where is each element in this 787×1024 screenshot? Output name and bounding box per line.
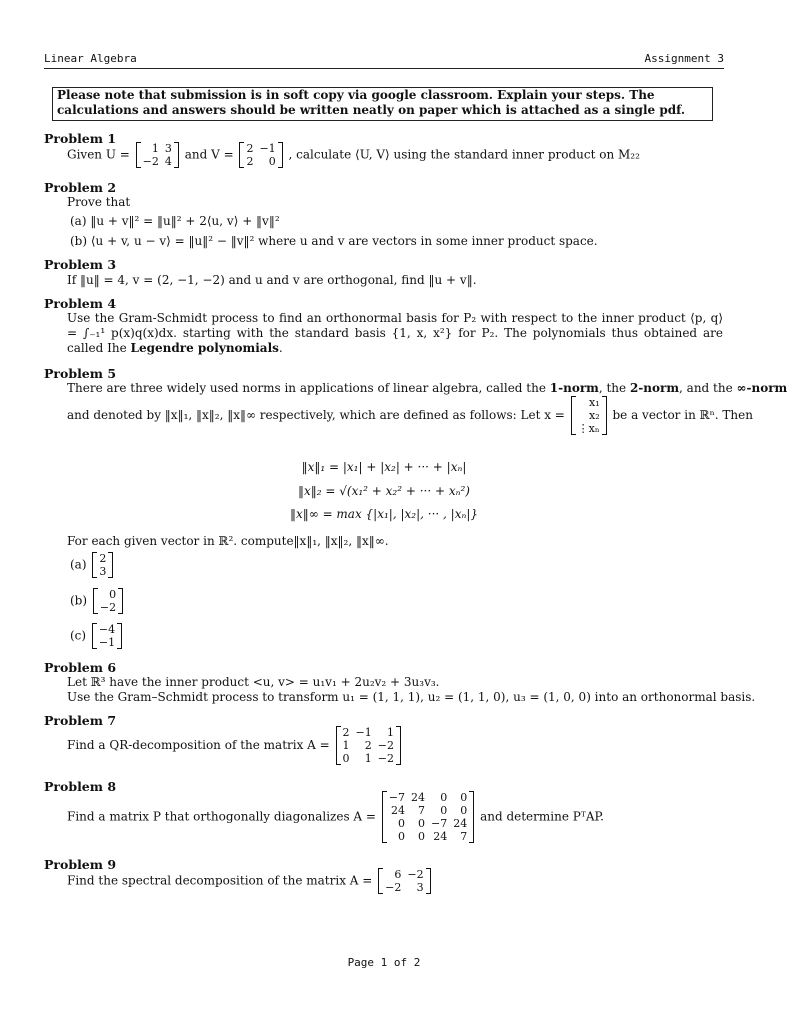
problem-1-text [67,142,640,168]
matrix-cell: 24 [391,804,406,817]
course-name: Linear Algebra [44,52,137,65]
problem-3-text: If ‖u‖ = 4, v = (2, −1, −2) and u and v are orthogonal, find ‖u + v‖. [67,273,477,287]
vector-b [93,588,123,614]
matrix-a-p9-table [382,868,426,894]
matrix-u-table [140,142,175,168]
matrix-cell: −2 [377,752,394,765]
matrix-cell: −2 [99,601,117,614]
matrix-row [97,588,119,601]
p5-n3: ∞-norm [736,381,787,395]
matrix-cell: 3 [416,881,424,894]
p8-text: Find a matrix P that orthogonally diagonalizes A = [67,809,376,824]
problem-8-text [67,791,604,843]
matrix-a-p9 [378,868,430,894]
matrix-row [96,623,118,636]
matrix-cell: 0 [418,817,426,830]
matrix-cell: 24 [411,791,426,804]
p7-text: Find a QR-decomposition of the matrix A = [67,738,330,752]
p8-tail: and determine PᵀAP. [480,809,604,824]
page-header [44,52,724,69]
matrix-row [243,142,278,155]
matrix-cell: 0 [398,817,406,830]
problem-5-part-c [70,623,124,649]
p5-a-label: (a) [70,557,87,572]
matrix-u [136,142,179,168]
matrix-row [575,422,603,435]
submission-notice: Please note that submission is in soft copy via google classroom. Explain your steps. The calculations and answers should be written neatly on paper which is attached as a single pdf. [52,87,713,121]
matrix-cell: ⋮xₙ [577,422,600,435]
problem-6-line-2: Use the Gram–Schmidt process to transform u₁ = (1, 1, 1), u₂ = (1, 1, 0), u₃ = (1, 0, 0) into an orthonormal basis. [67,690,756,704]
matrix-row [96,636,118,649]
p4-end: . [278,341,283,355]
matrix-cell: 0 [440,804,448,817]
matrix-row [340,726,397,739]
matrix-a-p7 [336,726,401,765]
matrix-cell: −7 [431,817,448,830]
matrix-row [575,409,603,422]
matrix-cell: 2 [246,142,254,155]
p5-l2b: be a vector in ℝⁿ. Then [612,408,753,422]
matrix-cell: 0 [268,155,276,168]
p5-c1: , the [598,381,630,395]
matrix-cell: −1 [259,142,276,155]
matrix-cell: 24 [433,830,448,843]
problem-9-title: Problem 9 [44,857,117,872]
problem-5-part-a [70,552,115,578]
matrix-cell: 2 [364,739,372,752]
matrix-v [239,142,282,168]
problem-2-part-a: (a) ‖u + v‖² = ‖u‖² + 2⟨u, v⟩ + ‖v‖² [70,214,280,228]
matrix-cell: 2 [99,552,107,565]
problem-9-text [67,868,433,894]
matrix-row [140,142,175,155]
matrix-cell: 6 [394,868,402,881]
matrix-cell: x₁ [589,396,600,409]
equation-1-norm: ‖x‖₁ = |x₁| + |x₂| + ··· + |xₙ| [301,460,467,474]
matrix-a-p8-table [386,791,470,843]
vector-a [92,552,113,578]
matrix-cell: −1 [98,636,116,649]
assignment-label: Assignment 3 [644,52,724,65]
page-number: Page 1 of 2 [347,956,421,969]
matrix-cell: 0 [398,830,406,843]
matrix-cell: 0 [342,752,350,765]
problem-2-intro: Prove that [67,195,131,209]
problem-4-title: Problem 4 [44,296,117,311]
p5-n1: 1-norm [549,381,599,395]
p9-text: Find the spectral decomposition of the matrix A = [67,873,373,888]
matrix-row [97,601,119,614]
matrix-row [140,155,175,168]
equation-2-norm: ‖x‖₂ = √(x₁² + x₂² + ··· + xₙ²) [298,484,470,498]
matrix-cell: x₂ [589,409,600,422]
p1-given: Given U = [67,147,130,162]
problem-2-part-b: (b) ⟨u + v, u − v⟩ = ‖u‖² − ‖v‖² where u and v are vectors in some inner product space. [70,234,598,248]
matrix-cell: 0 [418,830,426,843]
matrix-cell: 4 [164,155,172,168]
problem-5-line-2 [67,396,753,435]
problem-5-line-3: For each given vector in ℝ². compute‖x‖₁, ‖x‖₂, ‖x‖∞. [67,534,389,548]
problem-2-title: Problem 2 [44,180,117,195]
p4-legendre: Legendre polynomials [130,341,279,355]
matrix-row [386,791,470,804]
matrix-row [386,804,470,817]
matrix-row [386,817,470,830]
matrix-cell: 1 [151,142,159,155]
p5-n2: 2-norm [629,381,680,395]
matrix-cell: 24 [453,817,468,830]
matrix-cell: 3 [99,565,107,578]
problem-4-text [67,311,723,356]
matrix-cell: 1 [342,739,350,752]
vector-c-table [96,623,118,649]
matrix-cell: 7 [418,804,426,817]
matrix-row [96,565,109,578]
matrix-cell: 0 [460,804,468,817]
matrix-cell: 7 [460,830,468,843]
vector-x-table [575,396,603,435]
matrix-a-p8 [382,791,474,843]
equation-inf-norm: ‖x‖∞ = max {|x₁|, |x₂|, ··· , |xₙ|} [289,507,479,521]
matrix-a-p7-table [340,726,397,765]
p1-tail: , calculate ⟨U, V⟩ using the standard inner product on M₂₂ [288,147,640,162]
vector-x [571,396,607,435]
matrix-cell: −7 [388,791,406,804]
p5-c-label: (c) [70,628,87,643]
matrix-cell: 0 [440,791,448,804]
matrix-cell: 2 [246,155,254,168]
problem-5-part-b [70,588,125,614]
matrix-row [340,739,397,752]
matrix-row [340,752,397,765]
matrix-row [575,396,603,409]
problem-5-title: Problem 5 [44,366,117,381]
matrix-cell: −2 [407,868,424,881]
matrix-row [382,881,426,894]
problem-6-title: Problem 6 [44,660,117,675]
vector-b-table [97,588,119,614]
p5-l1a: There are three widely used norms in applications of linear algebra, called the [67,381,550,395]
p4-body: Use the Gram-Schmidt process to find an orthonormal basis for P₂ with respect to the inner product ⟨p, q⟩ = ∫₋₁¹ p(x)q(x)dx. starting with the standard basis {1, x, x²} for P₂. The polynomials thus obtained are called Ihe [67,311,723,355]
matrix-cell: −1 [355,726,372,739]
problem-5-line-1 [67,381,787,395]
matrix-cell: −2 [385,881,402,894]
problem-6-line-1: Let ℝ³ have the inner product <u, v> = u₁v₁ + 2u₂v₂ + 3u₃v₃. [67,675,440,689]
problem-8-title: Problem 8 [44,779,117,794]
matrix-v-table [243,142,278,168]
p1-and: and V = [184,147,234,162]
matrix-row [382,868,426,881]
matrix-cell: 2 [342,726,350,739]
matrix-cell: −2 [142,155,159,168]
matrix-cell: 1 [386,726,394,739]
matrix-cell: 1 [364,752,372,765]
matrix-row [243,155,278,168]
matrix-cell: 0 [109,588,117,601]
matrix-cell: −4 [98,623,116,636]
matrix-row [96,552,109,565]
matrix-cell: 3 [164,142,172,155]
matrix-row [386,830,470,843]
problem-7-text [67,726,403,765]
vector-c [92,623,122,649]
problem-7-title: Problem 7 [44,713,117,728]
p5-l2a: and denoted by ‖x‖₁, ‖x‖₂, ‖x‖∞ respectively, which are defined as follows: Let x = [67,408,565,422]
problem-1-title: Problem 1 [44,131,117,146]
matrix-cell: 0 [460,791,468,804]
p5-b-label: (b) [70,593,88,608]
problem-3-title: Problem 3 [44,257,117,272]
vector-a-table [96,552,109,578]
matrix-cell: −2 [377,739,394,752]
p5-c2: , and the [679,381,737,395]
